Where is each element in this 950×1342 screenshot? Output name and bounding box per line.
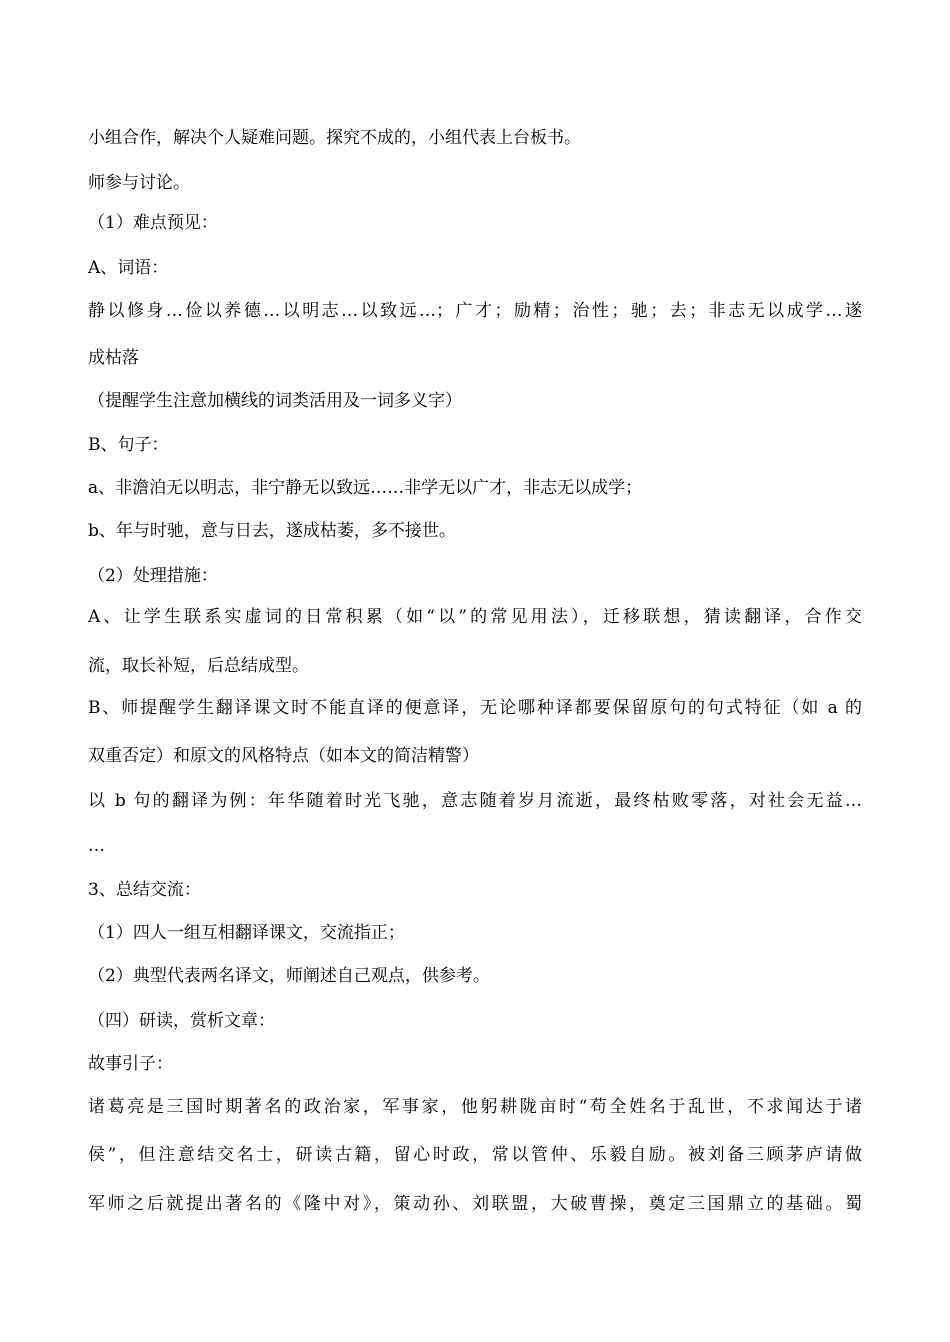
text-line: A、让学生联系实虚词的日常积累（如“以”的常见用法），迁移联想，猜读翻译，合作交	[88, 607, 862, 627]
text-line: …	[88, 836, 105, 856]
text-line: 师参与讨论。	[88, 173, 190, 193]
text-line: （提醒学生注意加横线的词类活用及一词多义字）	[88, 391, 462, 411]
text-line: （1）难点预见：	[88, 213, 218, 233]
text-line: a、非澹泊无以明志，非宁静无以致远……非学无以广才，非志无以成学；	[88, 478, 643, 498]
text-line: b、年与时驰，意与日去，遂成枯萎，多不接世。	[88, 521, 456, 541]
text-line: 小组合作，解决个人疑难问题。探究不成的，小组代表上台板书。	[88, 128, 581, 148]
text-line: （四）研读，赏析文章：	[88, 1011, 275, 1031]
text-line: 双重否定）和原文的风格特点（如本文的简洁精警）	[88, 746, 479, 766]
text-line: 以 b 句的翻译为例：年华随着时光飞驰，意志随着岁月流逝，最终枯败零落，对社会无益…	[88, 791, 862, 811]
text-line: B、句子：	[88, 435, 169, 455]
text-line: B、师提醒学生翻译课文时不能直译的便意译，无论哪种译都要保留原句的句式特征（如 a 的	[88, 698, 862, 718]
text-line: A、词语：	[88, 258, 169, 278]
text-line: 诸葛亮是三国时期著名的政治家，军事家，他躬耕陇亩时“苟全姓名于乱世，不求闻达于诸	[88, 1097, 862, 1117]
text-line: 军师之后就提出著名的《隆中对》，策动孙、刘联盟，大破曹操，奠定三国鼎立的基础。蜀	[88, 1194, 862, 1214]
text-line: （1）四人一组互相翻译课文，交流指正；	[88, 923, 405, 943]
text-line: （2）典型代表两名译文，师阐述自己观点，供参考。	[88, 966, 490, 986]
text-line: 侯”，但注意结交名士，研读古籍，留心时政，常以管仲、乐毅自励。被刘备三顾茅庐请做	[88, 1145, 862, 1165]
text-line: 静以修身…俭以养德…以明志…以致远…；广才；励精；治性；驰；去；非志无以成学…遂	[88, 301, 862, 321]
text-line: 故事引子：	[88, 1054, 173, 1074]
text-line: （2）处理措施：	[88, 566, 218, 586]
text-line: 流，取长补短，后总结成型。	[88, 656, 309, 676]
text-line: 成枯落	[88, 348, 139, 368]
text-line: 3、总结交流：	[88, 880, 201, 900]
